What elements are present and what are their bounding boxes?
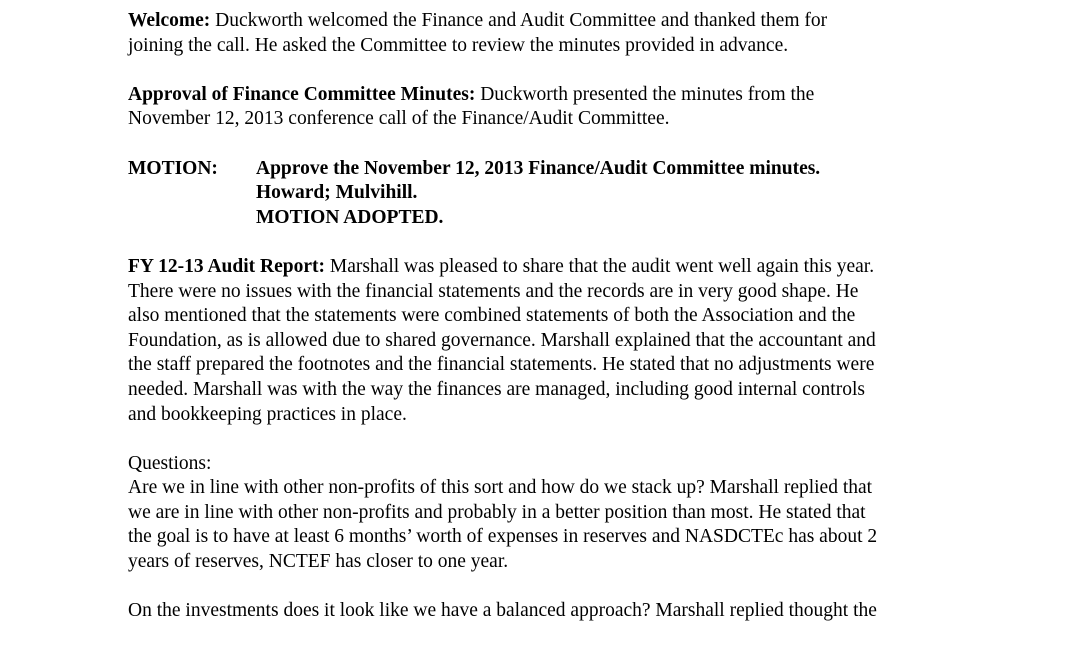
investments-text-1: On the investments does it look like we have a balanced approach? Marshall replied thought the — [128, 600, 877, 622]
questions-text-2: we are in line with other non-profits and probably in a better position than most. He stated that — [128, 501, 866, 523]
investments-paragraph — [128, 599, 988, 624]
questions-heading: Questions: — [128, 452, 212, 474]
audit-text-1: Marshall was pleased to share that the audit went well again this year. — [324, 255, 875, 277]
approval-text-1: Duckworth presented the minutes from the — [475, 83, 815, 105]
audit-text-2: There were no issues with the financial statements and the records are in very good shape. He — [128, 280, 859, 302]
motion-label: MOTION: — [128, 157, 218, 179]
document-page — [128, 9, 988, 648]
welcome-text-2: joining the call. He asked the Committee to review the minutes provided in advance. — [128, 34, 789, 56]
welcome-heading: Welcome: — [128, 10, 211, 31]
welcome-text-1: Duckworth welcomed the Finance and Audit Committee and thanked them for — [210, 10, 828, 31]
audit-text-3: also mentioned that the statements were combined statements of both the Association and the — [128, 305, 856, 327]
motion-body — [256, 157, 988, 231]
approval-paragraph — [128, 83, 988, 132]
audit-line-1 — [128, 255, 988, 280]
welcome-paragraph — [128, 9, 988, 58]
approval-text-2: November 12, 2013 conference call of the Finance/Audit Committee. — [128, 108, 670, 130]
motion-text-2: Howard; Mulvihill. — [256, 182, 418, 204]
audit-report-paragraph — [128, 255, 988, 427]
audit-heading: FY 12-13 Audit Report: — [128, 255, 325, 277]
audit-text-6: needed. Marshall was with the way the finances are managed, including good internal controls — [128, 378, 865, 400]
audit-text-5: the staff prepared the footnotes and the financial statements. He stated that no adjustments were — [128, 354, 875, 376]
welcome-line-1 — [128, 9, 988, 34]
motion-text-1: Approve the November 12, 2013 Finance/Audit Committee minutes. — [256, 157, 821, 179]
audit-text-7: and bookkeeping practices in place. — [128, 403, 407, 425]
questions-text-1: Are we in line with other non-profits of this sort and how do we stack up? Marshall replied that — [128, 477, 873, 499]
motion-text-3: MOTION ADOPTED. — [256, 206, 444, 228]
questions-text-3: the goal is to have at least 6 months’ worth of expenses in reserves and NASDCTEc has about 2 — [128, 526, 878, 548]
questions-text-4: years of reserves, NCTEF has closer to one year. — [128, 551, 509, 573]
approval-heading: Approval of Finance Committee Minutes: — [128, 83, 476, 105]
questions-paragraph — [128, 452, 988, 575]
approval-line-1 — [128, 83, 988, 108]
motion-block — [128, 157, 988, 231]
audit-text-4: Foundation, as is allowed due to shared governance. Marshall explained that the accountant and — [128, 329, 876, 351]
